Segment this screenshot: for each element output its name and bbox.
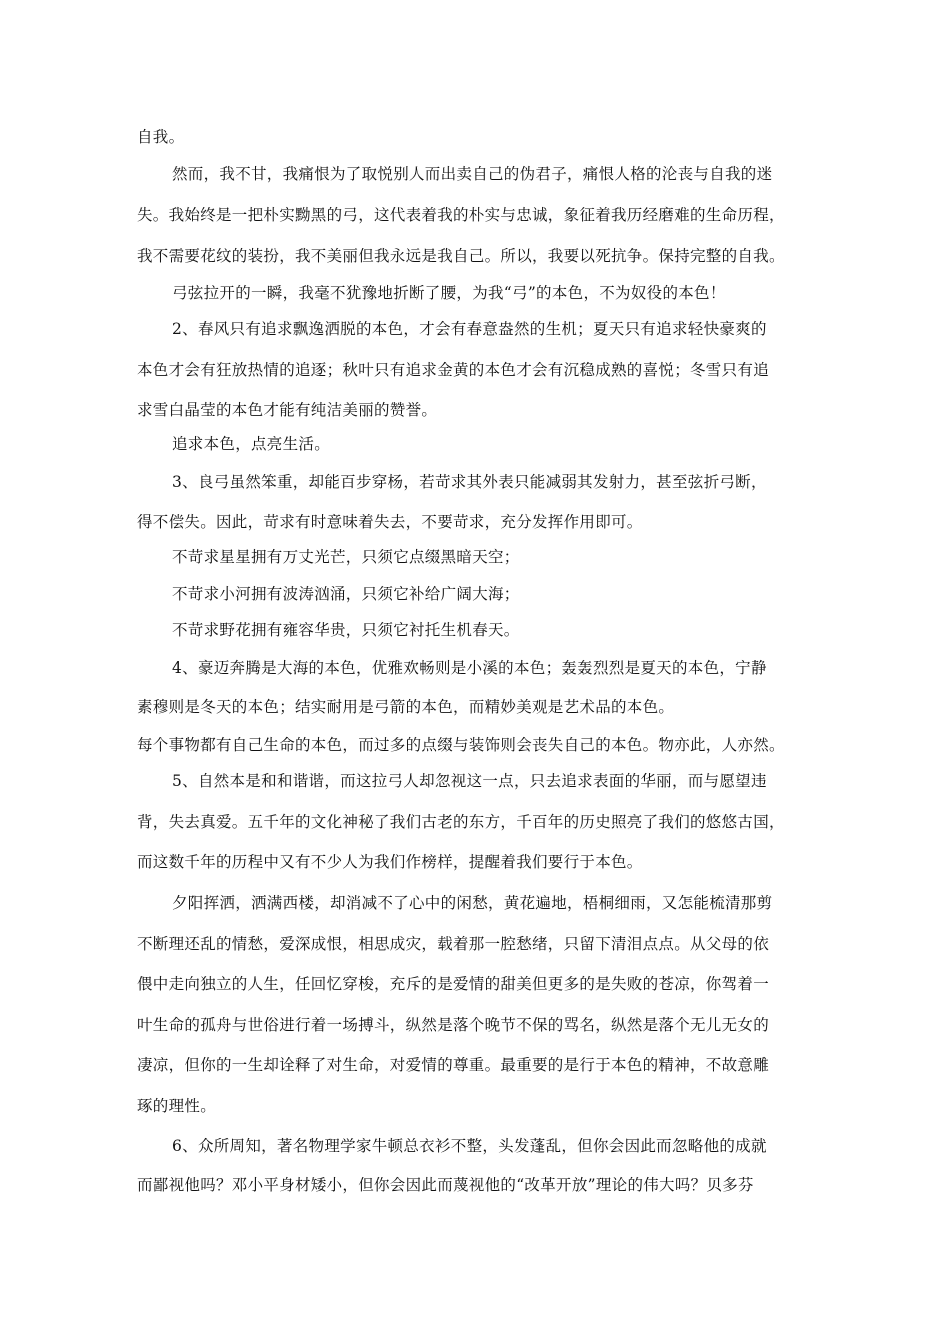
text-line: 素穆则是冬天的本色；结实耐用是弓箭的本色，而精妙美观是艺术品的本色。: [137, 698, 675, 716]
text-line: 追求本色，点亮生活。: [172, 435, 331, 453]
text-line: 而鄙视他吗？邓小平身材矮小，但你会因此而蔑视他的“改革开放”理论的伟大吗？贝多芬: [137, 1176, 754, 1194]
text-line: 求雪白晶莹的本色才能有纯洁美丽的赞誉。: [137, 401, 438, 419]
text-line: 自我。: [137, 128, 185, 146]
text-line: 不苛求星星拥有万丈光芒，只须它点缀黑暗天空；: [172, 548, 520, 566]
text-line: 背，失去真爱。五千年的文化神秘了我们古老的东方，千百年的历史照亮了我们的悠悠古国，: [137, 813, 785, 831]
text-line: 夕阳挥洒，洒满西楼，却消减不了心中的闲愁，黄花遍地，梧桐细雨，又怎能梳清那剪: [172, 894, 773, 912]
text-line: 5、自然本是和和谐谐，而这拉弓人却忽视这一点，只去追求表面的华丽，而与愿望违: [172, 772, 767, 790]
text-line: 每个事物都有自己生命的本色，而过多的点缀与装饰则会丧失自己的本色。物亦此，人亦然。: [137, 736, 785, 754]
text-line: 本色才会有狂放热情的追逐；秋叶只有追求金黄的本色才会有沉稳成熟的喜悦；冬雪只有追: [137, 361, 770, 379]
text-line: 不苛求小河拥有波涛汹涌，只须它补给广阔大海；: [172, 585, 520, 603]
text-line: 弓弦拉开的一瞬，我毫不犹豫地折断了腰，为我“弓”的本色，不为奴役的本色！: [172, 284, 726, 302]
text-line: 失。我始终是一把朴实黝黑的弓，这代表着我的朴实与忠诚，象征着我历经磨难的生命历程，: [137, 206, 785, 224]
text-line: 然而，我不甘，我痛恨为了取悦别人而出卖自己的伪君子，痛恨人格的沦丧与自我的迷: [172, 165, 773, 183]
text-line: 得不偿失。因此，苛求有时意味着失去，不要苛求，充分发挥作用即可。: [137, 513, 643, 531]
text-line: 不苛求野花拥有雍容华贵，只须它衬托生机春天。: [172, 621, 520, 639]
text-line: 3、良弓虽然笨重，却能百步穿杨，若苛求其外表只能减弱其发射力，甚至弦折弓断，: [172, 473, 767, 491]
text-line: 2、春风只有追求飘逸洒脱的本色，才会有春意盎然的生机；夏天只有追求轻快豪爽的: [172, 320, 767, 338]
text-line: 4、豪迈奔腾是大海的本色，优雅欢畅则是小溪的本色；轰轰烈烈是夏天的本色，宁静: [172, 659, 767, 677]
text-line: 凄凉，但你的一生却诠释了对生命，对爱情的尊重。最重要的是行于本色的精神，不故意雕: [137, 1056, 770, 1074]
text-line: 琢的理性。: [137, 1097, 217, 1115]
text-line: 叶生命的孤舟与世俗进行着一场搏斗，纵然是落个晚节不保的骂名，纵然是落个无儿无女的: [137, 1016, 770, 1034]
text-line: 我不需要花纹的装扮，我不美丽但我永远是我自己。所以，我要以死抗争。保持完整的自我。: [137, 247, 785, 265]
text-line: 不断理还乱的情愁，爱深成恨，相思成灾，载着那一腔愁绪，只留下清泪点点。从父母的依: [137, 935, 770, 953]
text-line: 而这数千年的历程中又有不少人为我们作榜样，提醒着我们要行于本色。: [137, 853, 643, 871]
text-line: 偎中走向独立的人生，任回忆穿梭，充斥的是爱情的甜美但更多的是失败的苍凉，你驾着一: [137, 975, 770, 993]
text-line: 6、众所周知，著名物理学家牛顿总衣衫不整，头发蓬乱，但你会因此而忽略他的成就: [172, 1137, 767, 1155]
